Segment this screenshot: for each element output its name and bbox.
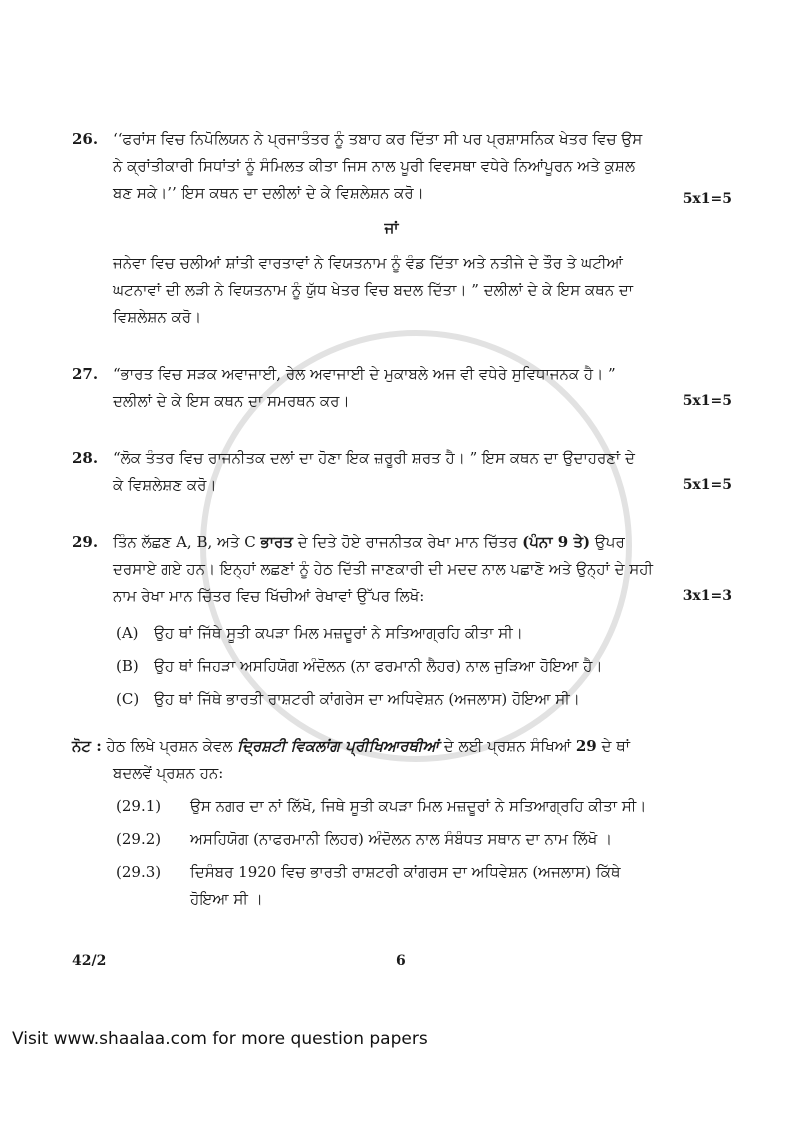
visit-link[interactable]: Visit www.shaalaa.com for more question papers bbox=[12, 1029, 428, 1049]
text-line: ਜਨੇਵਾ ਵਿਚ ਚਲੀਆਂ ਸ਼ਾਂਤੀ ਵਾਰਤਾਵਾਂ ਨੇ ਵਿਯਤਨਾਮ ਨੂੰ ਵੰਡ ਦਿੱਤਾ ਅਤੇ ਨਤੀਜੇ ਦੇ ਤੌਰ ਤੇ ਘਟੀਆਂ bbox=[113, 254, 623, 272]
text-line: ਹੋਇਆ ਸੀ । bbox=[190, 890, 263, 908]
text-line: ‘‘ਫਰਾਂਸ ਵਿਚ ਨਿਪੋਲਿਯਨ ਨੇ ਪ੍ਰਜਾਤੰਤਰ ਨੂੰ ਤਬਾਹ ਕਰ ਦਿੱਤਾ ਸੀ ਪਰ ਪ੍ਰਸ਼ਾਸਨਿਕ ਖੇਤਰ ਵਿਚ ਉਸ bbox=[113, 130, 643, 148]
option bbox=[116, 620, 676, 647]
text-line: ਦਲੀਲਾਂ ਦੇ ਕੇ ਇਸ ਕਥਨ ਦਾ ਸਮਰਥਨ ਕਰ। bbox=[113, 392, 350, 410]
text-line: “ਲੋਕ ਤੰਤਰ ਵਿਚ ਰਾਜਨੀਤਕ ਦਲਾਂ ਦਾ ਹੋਣਾ ਇਕ ਜ਼ਰੂਰੀ ਸ਼ਰਤ ਹੈ। ” ਇਸ ਕਥਨ ਦਾ ਉਦਾਹਰਣਾਂ ਦੇ bbox=[113, 449, 635, 467]
note bbox=[72, 733, 732, 787]
paper-code: 42/2 bbox=[72, 953, 107, 969]
question-26 bbox=[72, 126, 732, 331]
question-29-options bbox=[116, 620, 676, 713]
text-line: ਵਿਸ਼ਲੇਸ਼ਨ ਕਰੋ। bbox=[113, 308, 202, 326]
text: ਉਪਰ bbox=[590, 533, 625, 551]
marks: 5x1=5 bbox=[682, 477, 732, 493]
option-label: (C) bbox=[116, 690, 140, 708]
question-28 bbox=[72, 445, 732, 499]
note-label: ਨੋਟ : bbox=[72, 737, 102, 755]
question-number: 26. bbox=[72, 130, 99, 148]
question-27 bbox=[72, 361, 732, 415]
option-label: (29.2) bbox=[116, 830, 162, 848]
option-text: ਅਸਹਿਯੋਗ (ਨਾਫਰਮਾਨੀ ਲਿਹਰ) ਅੰਦੋਲਨ ਨਾਲ ਸੰਬੰਧਤ ਸਥਾਨ ਦਾ ਨਾਮ ਲਿੱਖੋ । bbox=[190, 830, 613, 848]
option-text: ਉਸ ਨਗਰ ਦਾ ਨਾਂ ਲਿੱਖੋ, ਜਿਥੇ ਸੂਤੀ ਕਪੜਾ ਮਿਲ ਮਜ਼ਦੂਰਾਂ ਨੇ ਸਤਿਆਗ੍ਰਹਿ ਕੀਤਾ ਸੀ। bbox=[190, 797, 647, 815]
option-label: (B) bbox=[116, 657, 139, 675]
question-number: 29. bbox=[72, 533, 99, 551]
note-line: ਬਦਲਵੇਂ ਪ੍ਰਸ਼ਨ ਹਨ: bbox=[113, 764, 224, 782]
alt-question bbox=[116, 793, 732, 820]
text-line: ਨਾਮ ਰੇਖਾ ਮਾਨ ਚਿੱਤਰ ਵਿਚ ਖਿੱਚੀਆਂ ਰੇਖਾਵਾਂ ਉੱਪਰ ਲਿਖੋ: bbox=[113, 587, 425, 605]
or-separator: ਜਾਂ bbox=[384, 219, 399, 237]
text: ਦੇ ਥਾਂ bbox=[596, 737, 630, 755]
text: ਦੇ ਦਿਤੇ ਹੋਏ ਰਾਜਨੀਤਕ ਰੇਖਾ ਮਾਨ ਚਿੱਤਰ bbox=[292, 533, 523, 551]
bold-text: ਭਾਰਤ bbox=[260, 533, 293, 551]
page-number: 6 bbox=[396, 953, 406, 969]
question-number: 28. bbox=[72, 449, 99, 467]
text: ਦੇ ਲਈ ਪ੍ਰਸ਼ਨ ਸੰਖਿਆਂ bbox=[439, 737, 576, 755]
bold-text: 29 bbox=[575, 737, 597, 755]
note-line bbox=[72, 733, 732, 760]
question-number: 27. bbox=[72, 365, 99, 383]
alt-question bbox=[116, 826, 732, 853]
question-text bbox=[113, 445, 670, 499]
footer bbox=[72, 953, 732, 969]
option-label: (A) bbox=[116, 624, 139, 642]
alt-question bbox=[116, 859, 732, 913]
option-text: ਉਹ ਥਾਂ ਜਿਹੜਾ ਅਸਹਿਯੋਗ ਅੰਦੋਲਨ (ਨਾ ਫਰਮਾਨੀ ਲੈਹਰ) ਨਾਲ ਜੁੜਿਆ ਹੋਇਆ ਹੈ। bbox=[154, 657, 603, 675]
text-line: ਦਿਸੰਬਰ 1920 ਵਿਚ ਭਾਰਤੀ ਰਾਸ਼ਟਰੀ ਕਾਂਗਰਸ ਦਾ ਅਧਿਵੇਸ਼ਨ (ਅਜਲਾਸ) ਕਿੱਥੇ bbox=[190, 863, 621, 881]
text-line: “ਭਾਰਤ ਵਿਚ ਸੜਕ ਅਵਾਜਾਈ, ਰੇਲ ਅਵਾਜਾਈ ਦੇ ਮੁਕਾਬਲੇ ਅਜ ਵੀ ਵਧੇਰੇ ਸੁਵਿਧਾਜਨਕ ਹੈ। ” bbox=[113, 365, 616, 383]
marks: 5x1=5 bbox=[682, 191, 732, 207]
text-line: ਨੇ ਕ੍ਰਾਂਤੀਕਾਰੀ ਸਿਧਾਂਤਾਂ ਨੂੰ ਸੰਮਿਲਤ ਕੀਤਾ ਜਿਸ ਨਾਲ ਪੂਰੀ ਵਿਵਸਥਾ ਵਧੇਰੇ ਨਿਆਂਪੂਰਨ ਅਤੇ ਕੁਸ਼ਲ bbox=[113, 157, 635, 175]
option bbox=[116, 653, 676, 680]
marks: 3x1=3 bbox=[682, 588, 732, 604]
text: ਹੇਠ ਲਿਖੇ ਪ੍ਰਸ਼ਨ ਕੇਵਲ bbox=[101, 737, 238, 755]
option-text bbox=[190, 859, 732, 913]
text-line bbox=[113, 529, 670, 556]
text-line: ਘਟਨਾਵਾਂ ਦੀ ਲੜੀ ਨੇ ਵਿਯਤਨਾਮ ਨੂੰ ਯੁੱਧ ਖੇਤਰ ਵਿਚ ਬਦਲ ਦਿੱਤਾ। ” ਦਲੀਲਾਂ ਦੇ ਕੇ ਇਸ ਕਥਨ ਦਾ bbox=[113, 281, 634, 299]
question-text bbox=[113, 529, 670, 610]
text-line: ਕੇ ਵਿਸ਼ਲੇਸ਼ਣ ਕਰੋ। bbox=[113, 476, 217, 494]
bold-text: (ਪੰਨਾ 9 ਤੇ) bbox=[522, 533, 591, 551]
option-text: ਉਹ ਥਾਂ ਜਿੱਥੇ ਭਾਰਤੀ ਰਾਸ਼ਟਰੀ ਕਾਂਗਰੇਸ ਦਾ ਅਧਿਵੇਸ਼ਨ (ਅਜਲਾਸ) ਹੋਇਆ ਸੀ। bbox=[154, 690, 580, 708]
marks: 5x1=5 bbox=[682, 393, 732, 409]
bold-italic-text: ਦ੍ਰਿਸ਼ਟੀ ਵਿਕਲਾਂਗ ਪ੍ਰੀਖਿਆਰਥੀਆਂ bbox=[237, 737, 439, 755]
question-text bbox=[113, 126, 670, 331]
question-29 bbox=[72, 529, 732, 610]
option bbox=[116, 686, 676, 713]
text-line: ਦਰਸਾਏ ਗਏ ਹਨ। ਇਨ੍ਹਾਂ ਲਛਣਾਂ ਨੂੰ ਹੇਠ ਦਿੱਤੀ ਜਾਣਕਾਰੀ ਦੀ ਮਦਦ ਨਾਲ ਪਛਾਣੋ ਅਤੇ ਉਨ੍ਹਾਂ ਦੇ ਸਹੀ bbox=[113, 560, 653, 578]
text: ਤਿੰਨ ਲੱਛਣ A, B, ਅਤੇ C bbox=[113, 533, 261, 551]
option-label: (29.3) bbox=[116, 863, 162, 881]
question-text bbox=[113, 361, 670, 415]
option-label: (29.1) bbox=[116, 797, 162, 815]
option-text: ਉਹ ਥਾਂ ਜਿੱਥੇ ਸੂਤੀ ਕਪੜਾ ਮਿਲ ਮਜ਼ਦੂਰਾਂ ਨੇ ਸਤਿਆਗ੍ਰਹਿ ਕੀਤਾ ਸੀ। bbox=[154, 624, 523, 642]
text-line: ਬਣ ਸਕੇ।’’ ਇਸ ਕਥਨ ਦਾ ਦਲੀਲਾਂ ਦੇ ਕੇ ਵਿਸ਼ਲੇਸ਼ਨ ਕਰੋ। bbox=[113, 184, 424, 202]
